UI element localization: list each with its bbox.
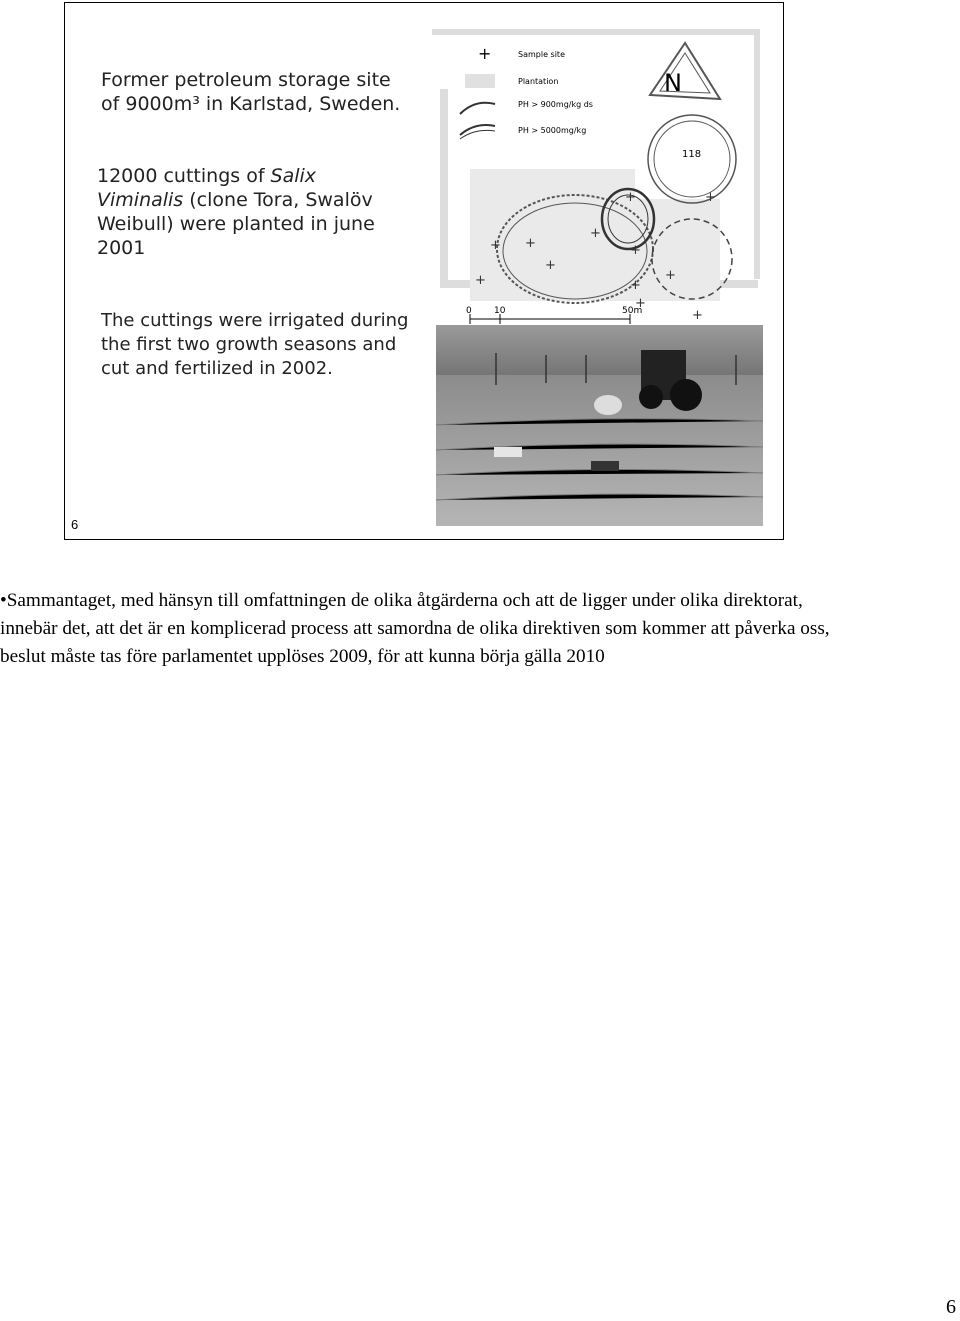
svg-text:+: +: [475, 273, 486, 288]
site-map: [430, 29, 760, 339]
svg-text:+: +: [525, 236, 536, 251]
scale-50m: 50m: [622, 306, 643, 316]
legend-sample-site: Sample site: [518, 50, 565, 59]
svg-text:+: +: [665, 268, 676, 283]
svg-text:+: +: [545, 258, 556, 273]
svg-text:+: +: [625, 190, 636, 205]
slide-paragraph-location: Former petroleum storage site of 9000m³ in Karlstad, Sweden.: [101, 69, 401, 115]
svg-text:+: +: [692, 308, 703, 323]
species-name: Salix Viminalis: [97, 165, 317, 211]
slide-paragraph-cuttings: [97, 164, 407, 260]
sample-site-marker-icon: +: [478, 44, 492, 63]
scale-10: 10: [494, 306, 506, 316]
page-number: 6: [946, 1296, 956, 1318]
svg-text:+: +: [590, 226, 601, 241]
svg-text:+: +: [630, 278, 641, 293]
scale-0: 0: [466, 306, 472, 316]
circle-label: 118: [682, 149, 702, 160]
slide-frame: [64, 2, 784, 540]
legend-plantation: Plantation: [518, 77, 559, 86]
body-paragraph: [0, 587, 860, 671]
field-photo: [436, 325, 763, 526]
svg-text:+: +: [630, 243, 641, 258]
body-text: Sammantaget, med hänsyn till omfattningen de olika åtgärderna och att de ligger under olika direktorat, innebär det, att det är en komplicerad process att samordna de olika direktiven som kommer att påverka oss, beslut måste tas före parlamentet upplöses 2009, för att kunna börja gälla 2010: [0, 590, 830, 667]
cuttings-text-end: (clone Tora, Swalöv Weibull) were planted in june 2001: [97, 189, 375, 259]
legend-ph-5000: PH > 5000mg/kg: [518, 126, 587, 135]
legend-ph-900: PH > 900mg/kg ds: [518, 100, 593, 109]
svg-text:+: +: [705, 190, 716, 205]
plantation-swatch: [465, 74, 495, 88]
slide-number: 6: [71, 517, 79, 532]
cuttings-text-start: 12000 cuttings of: [97, 165, 271, 187]
svg-text:+: +: [635, 296, 646, 311]
svg-text:+: +: [490, 238, 501, 253]
slide-paragraph-irrigation: The cuttings were irrigated during the first two growth seasons and cut and fertilized in 2002.: [101, 310, 409, 379]
north-label: N: [664, 69, 682, 97]
bullet: •: [0, 590, 7, 611]
